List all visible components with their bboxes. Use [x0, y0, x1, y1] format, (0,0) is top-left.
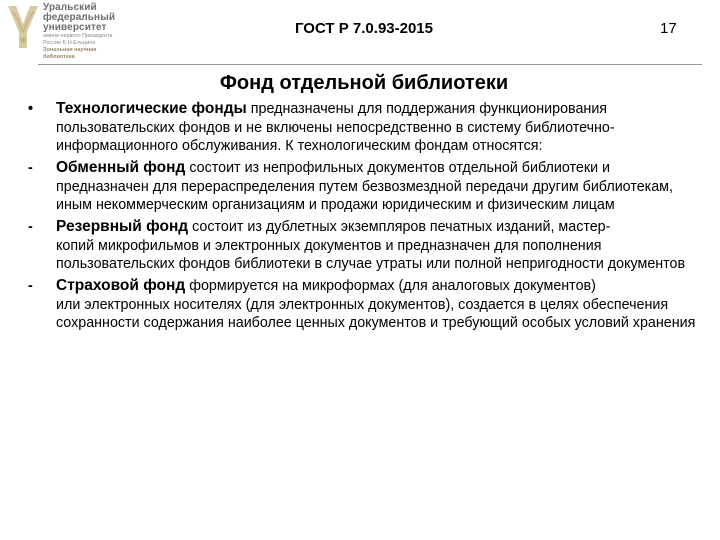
logo-line-2: федеральный: [43, 12, 116, 23]
logo-library-1: Зональная научная: [43, 47, 97, 53]
logo-library-2: библиотека: [43, 54, 75, 60]
item-text: или электронных носителях (для электронных документов), создается в целях обеспечения сохранности содержания наиболее ценных документов и требующий особых условий хранения: [56, 297, 696, 331]
page-number: 17: [660, 20, 677, 37]
logo-line-3: университет: [43, 22, 107, 33]
list-item: [26, 277, 701, 332]
item-text-first-line: предназначены для поддержания функционирования: [246, 101, 608, 117]
logo-subtitle-1: имени первого Президента: [43, 33, 113, 39]
logo-subtitle-2: России Б.Н.Ельцина: [43, 40, 96, 46]
list-item: [26, 218, 701, 273]
item-text: пользовательских фондов и не включены непосредственно в систему библиотечно-информационного обслуживания. К технологическим фондам относятся:: [56, 120, 615, 154]
item-term: Резервный фонд: [56, 218, 189, 235]
dash-marker: -: [28, 219, 33, 235]
item-term: Страховой фонд: [56, 277, 186, 294]
header-divider: [38, 64, 702, 65]
item-text-first-line: состоит из непрофильных документов отдельной библиотеки и: [185, 160, 611, 176]
header-title: ГОСТ Р 7.0.93-2015: [294, 20, 433, 37]
slide-title: Фонд отдельной библиотеки: [219, 72, 509, 94]
list-item: [26, 100, 701, 155]
item-text-first-line: состоит из дублетных экземпляров печатных изданий, мастер-: [188, 219, 611, 235]
item-text: копий микрофильмов и электронных документов и предназначен для пополнения пользовательских фондов библиотеки в случае утраты или полной непригодности документов: [56, 238, 686, 272]
logo-line-1: Уральский: [43, 2, 97, 13]
item-text-first-line: формируется на микроформах (для аналоговых документов): [185, 278, 596, 294]
slide-content: [26, 100, 701, 332]
dash-marker: -: [28, 278, 33, 294]
item-text: предназначен для перераспределения путем безвозмездной передачи другим библиотекам, иным некоммерческим организациям и продажи юридическим и физическим лицам: [56, 179, 673, 213]
item-term: Обменный фонд: [56, 159, 186, 176]
item-term: Технологические фонды: [56, 100, 247, 117]
dash-marker: -: [28, 160, 33, 176]
bullet-marker: •: [28, 101, 34, 117]
list-item: [26, 159, 701, 214]
